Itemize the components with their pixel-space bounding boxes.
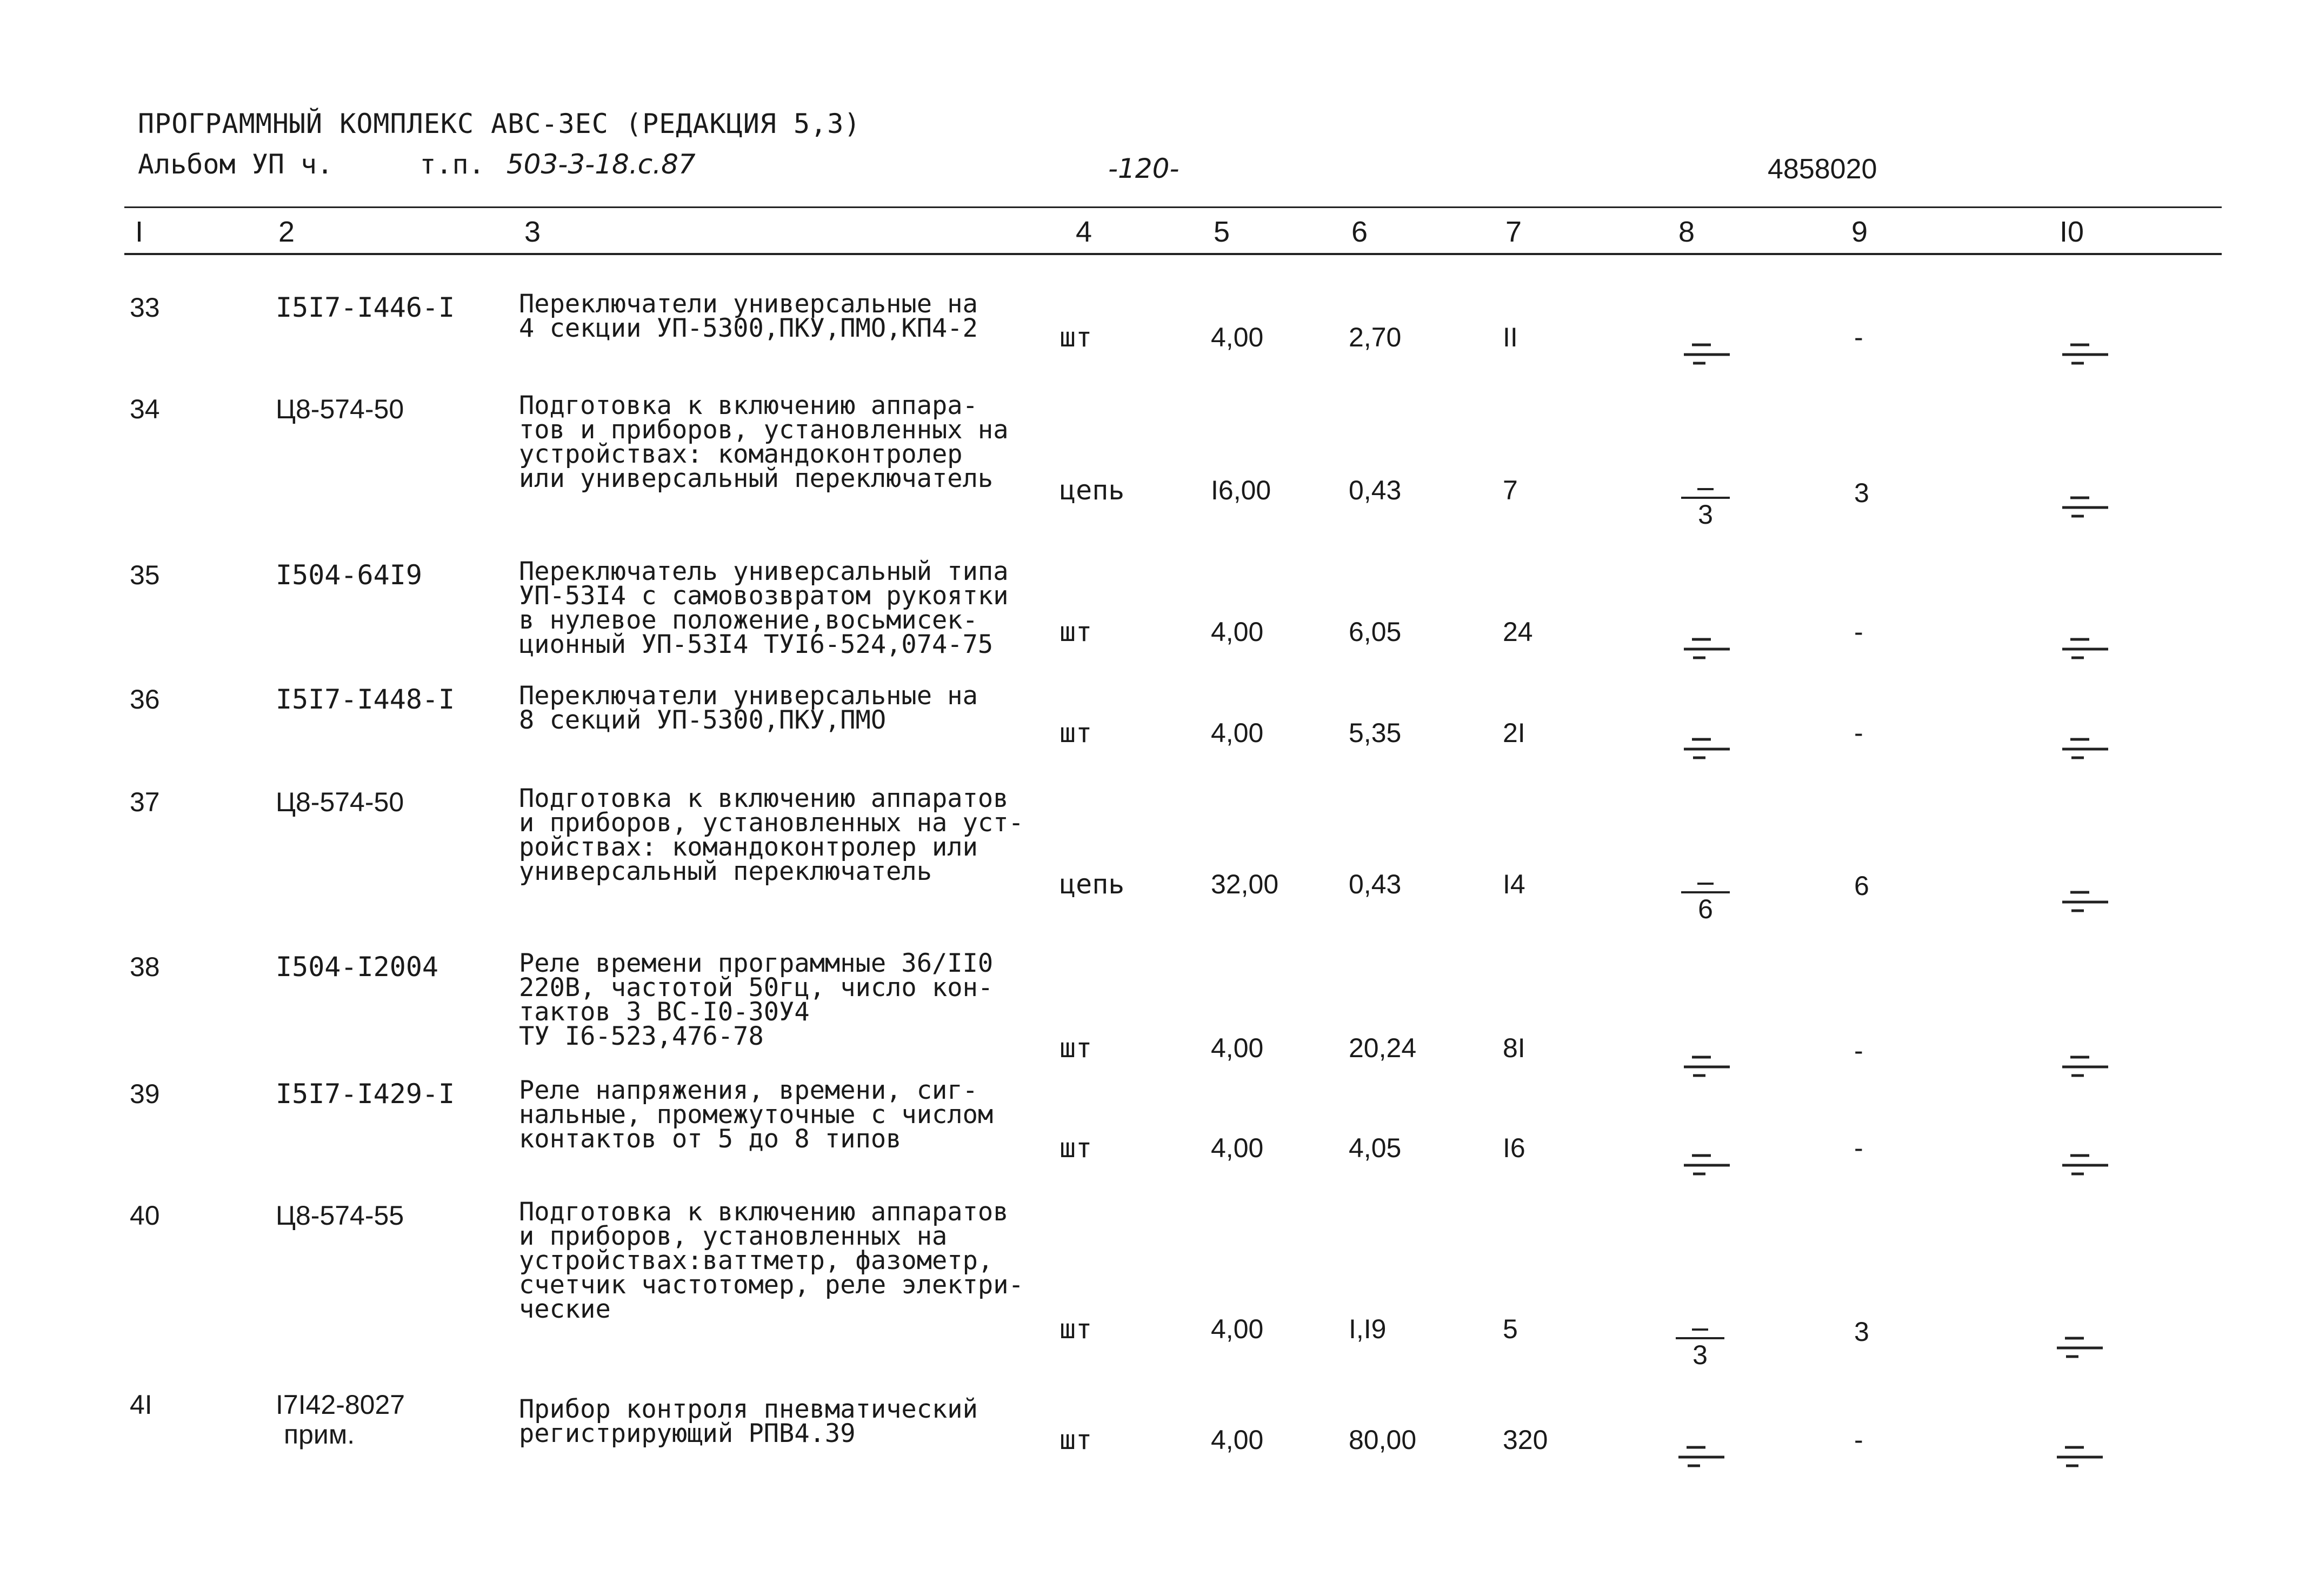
column-header-3: 3 [524, 216, 541, 248]
total: II [1503, 322, 1518, 352]
unit-price: 20,24 [1349, 1033, 1417, 1063]
unit: шт [1059, 616, 1092, 647]
unit: шт [1059, 322, 1092, 353]
row-number: 39 [130, 1079, 160, 1109]
column-header-6: 6 [1351, 216, 1368, 248]
col9-value: 3 [1854, 1317, 1869, 1347]
quantity: 4,00 [1211, 1033, 1264, 1063]
item-description: Переключатели универсальные на 4 секции УП-5300,ПКУ,ПМО,КП4-2 [519, 289, 978, 343]
item-code: Ц8-574-50 [276, 394, 404, 424]
unit-price: 4,05 [1349, 1133, 1402, 1163]
column-header-9: 9 [1851, 216, 1868, 248]
fraction-col8: 6 [1681, 883, 1730, 925]
item-code-note: прим. [284, 1419, 355, 1450]
quantity: 4,00 [1211, 718, 1264, 748]
unit: цепь [1059, 869, 1125, 900]
unit-price: 80,00 [1349, 1425, 1417, 1455]
dash-fraction-icon [1681, 1146, 1732, 1184]
dash-fraction-icon [2060, 335, 2111, 373]
item-code: Ц8-574-50 [276, 787, 404, 817]
unit-price: 0,43 [1349, 869, 1402, 899]
item-description: Реле напряжения, времени, сиг- нальные, промежуточные с числом контактов от 5 до 8 типов [519, 1076, 994, 1154]
col9-value: - [1854, 718, 1863, 748]
total: I4 [1503, 869, 1525, 899]
row-number: 36 [130, 684, 160, 714]
row-number: 40 [130, 1200, 160, 1231]
unit-price: 0,43 [1349, 475, 1402, 505]
unit: шт [1059, 1313, 1092, 1345]
dash-fraction-icon [2054, 1438, 2105, 1475]
col9-value: - [1854, 1036, 1863, 1066]
dash-fraction-icon [2060, 1146, 2111, 1184]
col9-value: - [1854, 1133, 1863, 1163]
column-header-2: 2 [278, 216, 295, 248]
item-description: Подготовка к включению аппара- тов и приборов, установленных на устройствах: командоконтролер или универсальный переключатель [519, 391, 1009, 493]
program-title: ПРОГРАММНЫЙ КОМПЛЕКС АВС-ЗЕС (РЕДАКЦИЯ 5,3) [138, 108, 861, 139]
item-code: I5I7-I448-I [276, 684, 455, 715]
dash-fraction-icon [2060, 1047, 2111, 1085]
item-code: I5I7-I446-I [276, 292, 455, 323]
col9-value: - [1854, 1425, 1863, 1455]
item-description: Переключатель универсальный типа УП-53I4 с самовозвратом рукоятки в нулевое положение,восьмисек- ционный УП-53I4 ТУI6-524,074-75 [519, 557, 1009, 659]
dash-fraction-icon [2054, 1328, 2105, 1366]
quantity: 32,00 [1211, 869, 1279, 899]
column-header-1: I [135, 216, 144, 248]
column-header-4: 4 [1076, 216, 1092, 248]
unit: шт [1059, 1132, 1092, 1164]
unit-price: I,I9 [1349, 1314, 1387, 1344]
fraction-col8: 3 [1676, 1328, 1724, 1371]
column-header-8: 8 [1678, 216, 1695, 248]
quantity: 4,00 [1211, 617, 1264, 647]
row-number: 33 [130, 292, 160, 323]
album-line [138, 149, 696, 180]
total: 2I [1503, 718, 1525, 748]
dash-fraction-icon [1681, 335, 1732, 373]
column-header-10: I0 [2060, 216, 2084, 248]
col9-value: - [1854, 617, 1863, 647]
header-bottom-rule [124, 253, 2222, 255]
unit-price: 6,05 [1349, 617, 1402, 647]
col9-value: 3 [1854, 478, 1869, 508]
quantity: 4,00 [1211, 1133, 1264, 1163]
quantity: 4,00 [1211, 1314, 1264, 1344]
col9-value: 6 [1854, 871, 1869, 901]
quantity: 4,00 [1211, 322, 1264, 352]
dash-fraction-icon [1681, 1047, 1732, 1085]
row-number: 38 [130, 952, 160, 982]
tp-value: 503-3-18.с.87 [506, 149, 696, 180]
item-description: Прибор контроля пневматический регистрирующий РПВ4.39 [519, 1394, 978, 1448]
item-code: I504-I2004 [276, 951, 439, 983]
dash-fraction-icon [2060, 630, 2111, 667]
total: 24 [1503, 617, 1533, 647]
row-number: 37 [130, 787, 160, 817]
document-code: 4858020 [1768, 153, 1877, 185]
item-description: Подготовка к включению аппаратов и приборов, установленных на уст- ройствах: командоконтролер или универсальный переключатель [519, 784, 1024, 886]
row-number: 35 [130, 560, 160, 590]
unit: шт [1059, 1424, 1092, 1455]
total: 320 [1503, 1425, 1548, 1455]
item-code: I5I7-I429-I [276, 1078, 455, 1110]
dash-fraction-icon [1681, 630, 1732, 667]
tp-label: т.п. [419, 149, 485, 180]
item-code: Ц8-574-55 [276, 1200, 404, 1231]
dash-fraction-icon [1676, 1438, 1727, 1475]
item-code: I7I42-8027 [276, 1390, 405, 1420]
item-description: Подготовка к включению аппаратов и приборов, установленных на устройствах:ваттметр, фазометр, счетчик частотомер, реле электри- ческие [519, 1197, 1024, 1324]
col9-value: - [1854, 322, 1863, 352]
dash-fraction-icon [2060, 730, 2111, 767]
dash-fraction-icon [2060, 488, 2111, 526]
quantity: 4,00 [1211, 1425, 1264, 1455]
album-label: Альбом УП ч. [138, 149, 334, 180]
total: 5 [1503, 1314, 1518, 1344]
dash-fraction-icon [1681, 730, 1732, 767]
unit-price: 5,35 [1349, 718, 1402, 748]
row-number: 34 [130, 394, 160, 424]
quantity: I6,00 [1211, 475, 1271, 505]
total: 7 [1503, 475, 1518, 505]
column-header-5: 5 [1214, 216, 1230, 248]
fraction-col8: 3 [1681, 488, 1730, 530]
unit: цепь [1059, 475, 1125, 506]
total: I6 [1503, 1133, 1525, 1163]
dash-fraction-icon [2060, 883, 2111, 920]
row-number: 4I [130, 1390, 152, 1420]
header-top-rule [124, 206, 2222, 208]
item-code: I504-64I9 [276, 559, 422, 591]
unit-price: 2,70 [1349, 322, 1402, 352]
unit: шт [1059, 717, 1092, 749]
total: 8I [1503, 1033, 1525, 1063]
page-number: -120- [1108, 153, 1180, 184]
item-description: Реле времени программные 36/II0 220В, частотой 50гц, число кон- тактов 3 ВС-I0-30У4 ТУ I6-523,476-78 [519, 949, 994, 1051]
unit: шт [1059, 1032, 1092, 1064]
item-description: Переключатели универсальные на 8 секций УП-5300,ПКУ,ПМО [519, 681, 978, 735]
column-header-7: 7 [1505, 216, 1522, 248]
